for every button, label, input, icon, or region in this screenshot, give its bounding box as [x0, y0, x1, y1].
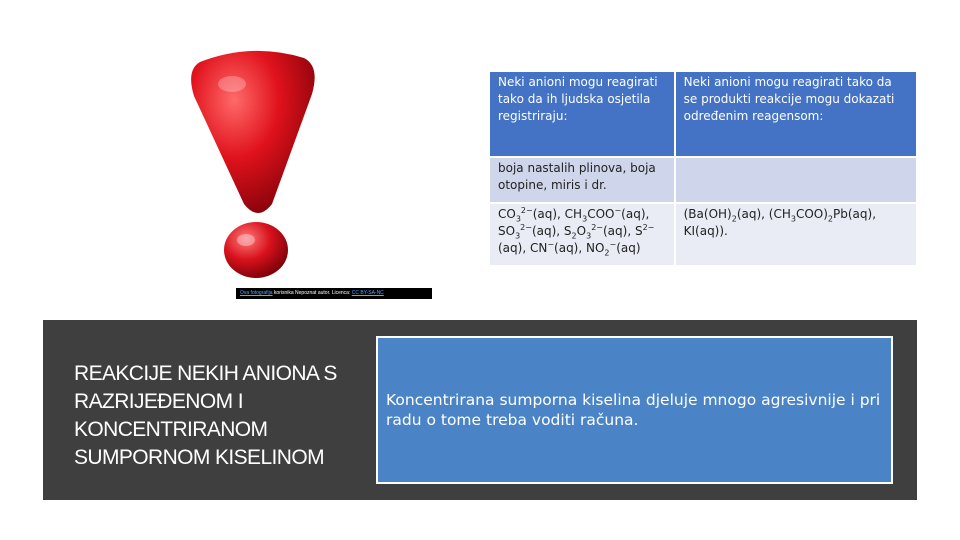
anion-table — [488, 70, 918, 267]
exclamation-mark-icon — [82, 44, 434, 301]
warning-box — [376, 336, 893, 484]
slide-title: REAKCIJE NEKIH ANIONA S RAZRIJEĐENOM I KONCENTRIRANOM SUMPORNOM KISELINOM — [74, 362, 337, 469]
table-cell-anions: $CO_3^{2-}(aq)$, $CH_3COO^-(aq)$, $SO_3^{2-}(aq)$, $S_2O_3^{2-}(aq)$, $S^{2-}(aq)$, CN−(aq), $NO_2^-(aq)$ — [490, 204, 674, 265]
caption-text: korisnika Nepoznat autor. Licenca: — [273, 290, 351, 296]
table-header-reagent: Neki anioni mogu reagirati tako da se produkti reakcije mogu dokazati određenim reagensom: — [676, 72, 916, 156]
license-link[interactable]: CC BY-SA-NC — [351, 290, 384, 296]
image-caption — [236, 288, 432, 299]
table-cell-empty — [676, 158, 916, 202]
exclamation-image — [82, 44, 434, 301]
warning-text: Koncentrirana sumporna kiselina djeluje mnogo agresivnije i pri radu o tome treba voditi računa. — [386, 391, 881, 429]
table-cell-reagents: ($Ba(OH)_2(aq)$, $(CH_3COO)_2Pb(aq)$, KI(aq)). — [676, 204, 916, 265]
table-header-senses: Neki anioni mogu reagirati tako da ih ljudska osjetila registriraju: — [490, 72, 674, 156]
table-cell-observations: boja nastalih plinova, boja otopine, miris i dr. — [490, 158, 674, 202]
caption-link[interactable]: Ova fotografija — [240, 290, 273, 296]
